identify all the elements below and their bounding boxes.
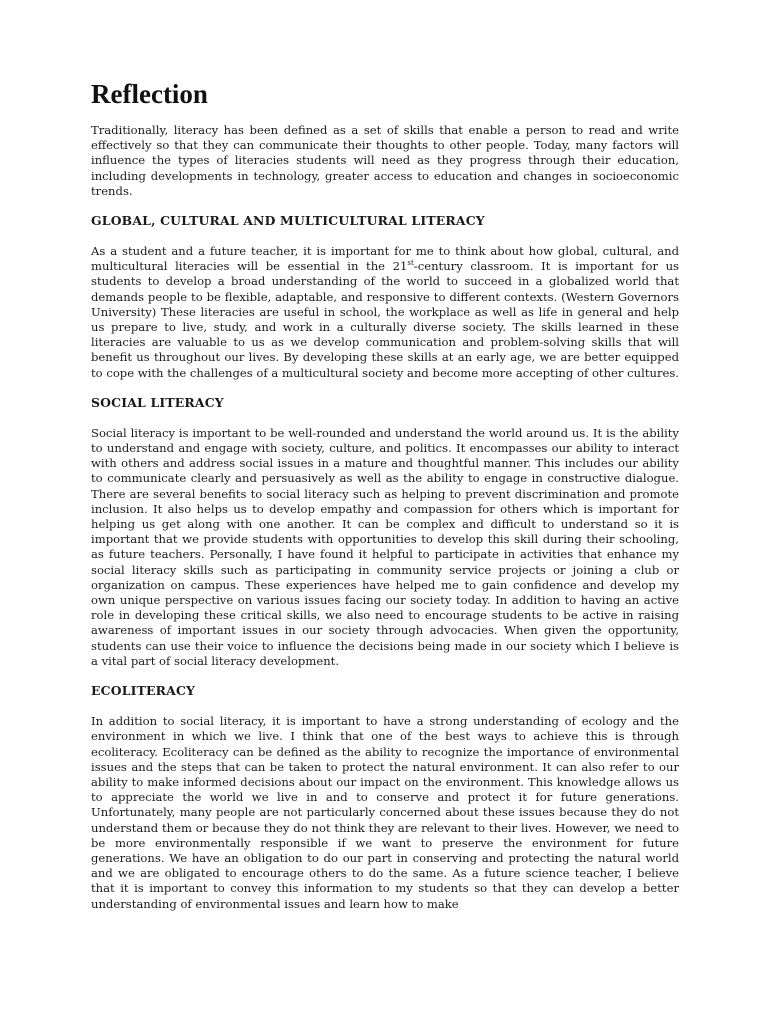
document-title: Reflection (91, 79, 208, 109)
section-heading-social-literacy: SOCIAL LITERACY (91, 394, 224, 410)
section-heading-ecoliteracy: ECOLITERACY (91, 683, 196, 699)
intro-paragraph: Traditionally, literacy has been defined as a set of skills that enable a person to read and write effectively so that they can communicate their thoughts to other people. Today, many factors will influence the types of literacies students will need as they progress through their education, including developments in technology, greater access to education and changes in socioeconomic trends. (91, 123, 679, 198)
global-literacy-text-part1: As a student and a future teacher, it is important for me to think about how global, cultural, and multicultural literacies will be essential in the 21 (91, 244, 679, 274)
global-literacy-text-part2: -century classroom. It is important for us students to develop a broad understanding of the world to succeed in a globalized world that demands people to be flexible, adaptable, and responsive to different contexts. (Western Governors University) These literacies are useful in school, the workplace as well as life in general and help us prepare to live, study, and work in a culturally diverse society. The skills learned in these literacies are valuable to us as we develop communication and problem-solving skills that will benefit us throughout our lives. By developing these skills at an early age, we are better equipped to cope with the challenges of a multicultural society and become more accepting of other cultures. (91, 259, 679, 380)
ecoliteracy-paragraph: In addition to social literacy, it is important to have a strong understanding of ecology and the environment in which we live. I think that one of the best ways to achieve this is through ecoliteracy. Ecoliteracy can be defined as the ability to recognize the importance of environmental issues and the steps that can be taken to protect the natural environment. It can also refer to our ability to make informed decisions about our impact on the environment. This knowledge allows us to appreciate the world we live in and to conserve and protect it for future generations. Unfortunately, many people are not particularly concerned about these issues because they do not understand them or because they do not think they are relevant to their lives. However, we need to be more environmentally responsible if we want to preserve the environment for future generations. We have an obligation to do our part in conserving and protecting the natural world and we are obligated to encourage others to do the same. As a future science teacher, I believe that it is important to convey this information to my students so that they can develop a better understanding of environmental issues and learn how to make (91, 714, 679, 911)
global-literacy-paragraph (91, 244, 679, 381)
social-literacy-paragraph: Social literacy is important to be well-rounded and understand the world around us. It is the ability to understand and engage with society, culture, and politics. It encompasses our ability to interact with others and address social issues in a mature and thoughtful manner. This includes our ability to communicate clearly and persuasively as well as the ability to engage in constructive dialogue. There are several benefits to social literacy such as helping to prevent discrimination and promote inclusion. It also helps us to develop empathy and compassion for others which is important for helping us get along with one another. It can be complex and difficult to understand so it is important that we provide students with opportunities to develop this skill during their schooling, as future teachers. Personally, I have found it helpful to participate in activities that enhance my social literacy skills such as participating in community service projects or joining a club or organization on campus. These experiences have helped me to gain confidence and develop my own unique perspective on various issues facing our society today. In addition to having an active role in developing these critical skills, we also need to encourage students to be active in raising awareness of important issues in our society through advocacies. When given the opportunity, students can use their voice to influence the decisions being made in our society which I believe is a vital part of social literacy development. (91, 425, 679, 668)
ordinal-superscript: st (407, 259, 414, 268)
section-heading-global-literacy: GLOBAL, CULTURAL AND MULTICULTURAL LITERACY (91, 213, 485, 229)
page-content (91, 78, 679, 926)
